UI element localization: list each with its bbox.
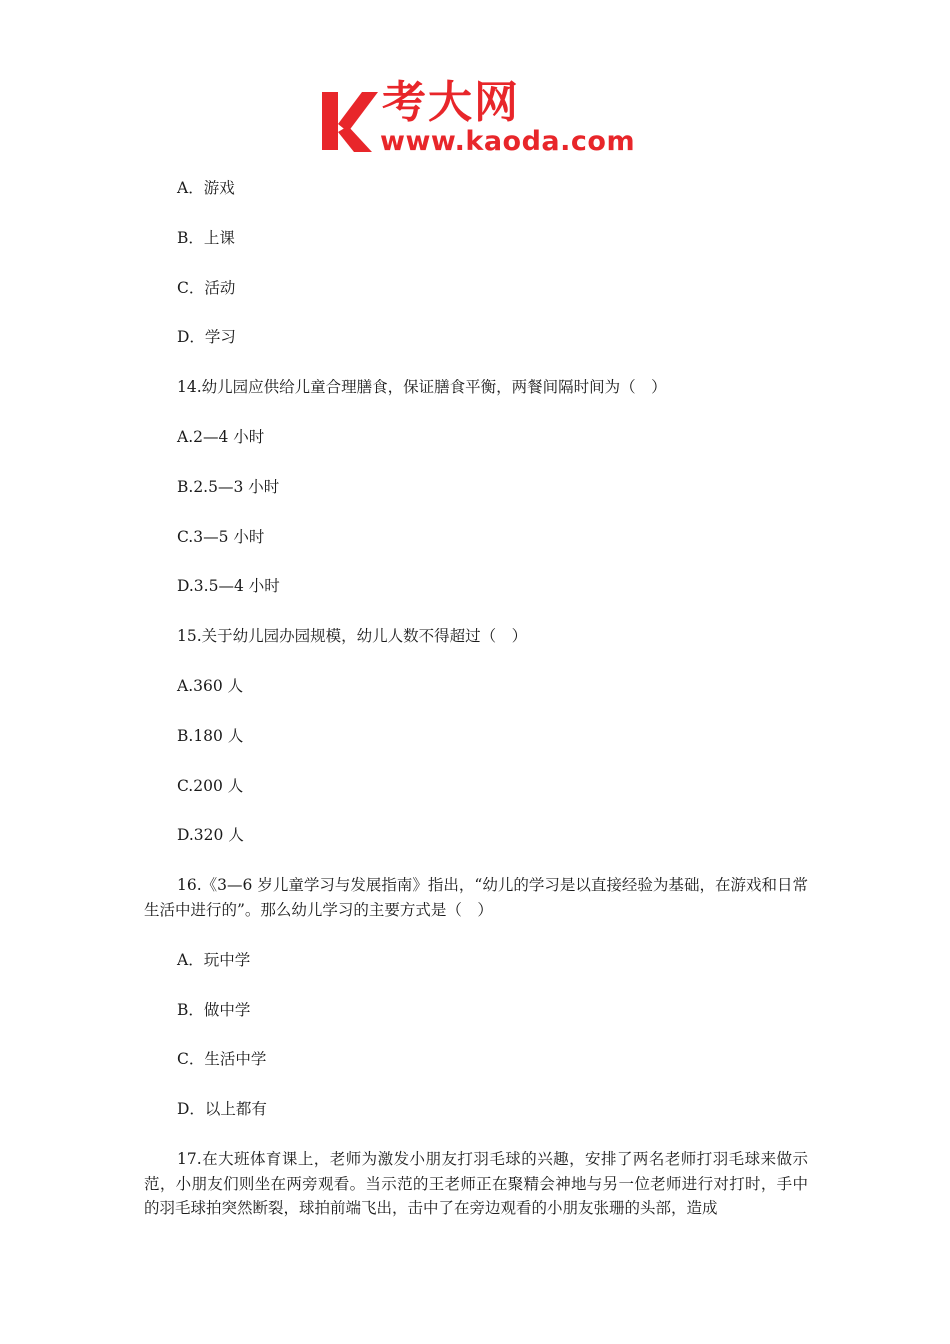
kaoda-logo [318,77,638,162]
q13-option-a: A．游戏 [177,179,235,197]
q14-stem: 14.幼儿园应供给儿童合理膳食，保证膳食平衡，两餐间隔时间为（ ） [177,378,667,396]
q13-option-b: B．上课 [177,229,235,247]
q16-option-a: A．玩中学 [177,951,251,969]
q15-option-a: A.360 人 [177,677,244,695]
q15-option-b: B.180 人 [177,727,244,745]
q16-option-b: B．做中学 [177,1001,251,1019]
q17-stem: 17.在大班体育课上，老师为激发小朋友打羽毛球的兴趣，安排了两名老师打羽毛球来做示范，小朋友们则坐在两旁观看。当示范的王老师正在聚精会神地与另一位老师进行对打时，手中的羽毛球拍突然断裂，球拍前端飞出，击中了在旁边观看的小朋友张珊的头部，造成 [144,1150,808,1217]
q14-option-c: C.3—5 小时 [177,528,265,546]
q14-option-b: B.2.5—3 小时 [177,478,280,496]
q15-option-c: C.200 人 [177,777,244,795]
q14-option-d: D.3.5—4 小时 [177,577,280,595]
q16-stem: 16.《3—6 岁儿童学习与发展指南》指出，“幼儿的学习是以直接经验为基础，在游戏和日常生活中进行的”。那么幼儿学习的主要方式是（ ） [144,876,808,919]
k-logo-icon [318,86,380,158]
q13-option-c: C．活动 [177,279,236,297]
logo-chinese-name: 考大网 [382,77,520,128]
q16-option-d: D．以上都有 [177,1100,267,1118]
logo-url: www.kaoda.com [380,126,636,157]
q13-option-d: D．学习 [177,328,236,346]
q15-option-d: D.320 人 [177,826,244,844]
q15-stem: 15.关于幼儿园办园规模，幼儿人数不得超过（ ） [177,627,528,645]
q14-option-a: A.2—4 小时 [177,428,265,446]
q16-option-c: C．生活中学 [177,1050,267,1068]
